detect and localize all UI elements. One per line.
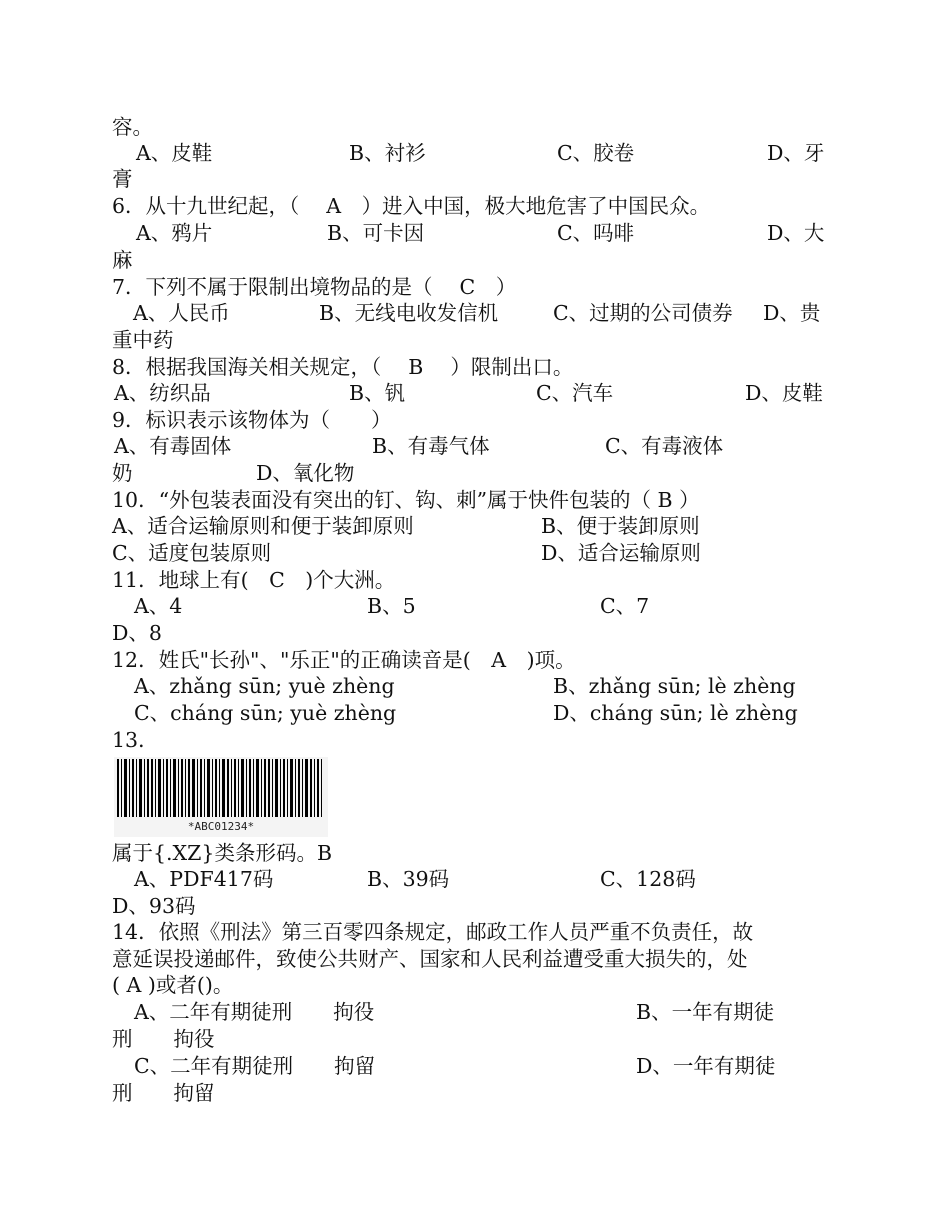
q6-option-a: A、鸦片 [136, 221, 213, 245]
q14-stem-line-3: ( A )或者()。 [112, 973, 234, 997]
q12-option-b: B、zhǎng sūn; lè zhèng [553, 674, 796, 698]
q7-stem: 7．下列不属于限制出境物品的是（ C ） [112, 275, 517, 299]
q12-stem: 12．姓氏"长孙"、"乐正"的正确读音是( A )项。 [112, 648, 576, 672]
q12-option-d: D、cháng sūn; lè zhèng [553, 701, 798, 725]
q10-option-b: B、便于装卸原则 [541, 514, 700, 538]
q11-stem: 11．地球上有( C )个大洲。 [112, 568, 396, 592]
q13-option-c: C、128码 [600, 867, 696, 891]
q6-option-d: D、大 [767, 221, 825, 245]
q5-option-b: B、衬衫 [349, 141, 426, 165]
q5-option-d: D、牙 [767, 141, 825, 165]
q8-option-d: D、皮鞋 [745, 381, 823, 405]
q6-option-d-continued: 麻 [112, 248, 133, 272]
q14-option-b: B、一年有期徒 [636, 1000, 775, 1024]
q9-stem: 9．标识表示该物体为（ ） [112, 408, 392, 432]
q14-stem-line-2: 意延误投递邮件，致使公共财产、国家和人民利益遭受重大损失的，处 [112, 947, 748, 971]
q8-stem: 8．根据我国海关相关规定，（ B ）限制出口。 [112, 355, 574, 379]
q13-stem-after: 属于{.XZ}类条形码。B [112, 841, 333, 865]
q9-option-a: A、有毒固体 [114, 434, 232, 458]
q13-option-b: B、39码 [367, 867, 450, 891]
q14-option-b-continued: 刑 拘役 [112, 1027, 215, 1051]
q10-option-a: A、适合运输原则和便于装卸原则 [112, 514, 414, 538]
q13-stem: 13． [112, 728, 159, 752]
q11-option-b: B、5 [367, 594, 416, 618]
q10-option-d: D、适合运输原则 [541, 541, 701, 565]
q11-option-c: C、7 [600, 594, 650, 618]
q9-option-c: C、有毒液体 [605, 434, 724, 458]
q14-option-c: C、二年有期徒刑 拘留 [134, 1054, 376, 1078]
q14-option-d: D、一年有期徒 [636, 1054, 776, 1078]
barcode-caption: *ABC01234* [187, 820, 255, 833]
q5-stem-tail: 容。 [112, 115, 153, 139]
q14-option-a: A、二年有期徒刑 拘役 [134, 1000, 375, 1024]
q8-option-c: C、汽车 [536, 381, 614, 405]
q9-option-d: D、氧化物 [256, 461, 355, 485]
q11-option-a: A、4 [134, 594, 183, 618]
q8-option-b: B、钒 [349, 381, 406, 405]
q9-option-c-continued: 奶 [112, 461, 133, 485]
q7-option-a: A、人民币 [133, 301, 230, 325]
q5-option-d-continued: 膏 [112, 167, 133, 191]
q12-option-a: A、zhǎng sūn; yuè zhèng [134, 674, 395, 698]
q13-option-d: D、93码 [112, 894, 196, 918]
q7-option-c: C、过期的公司债券 [553, 301, 733, 325]
q9-option-b: B、有毒气体 [372, 434, 490, 458]
q7-option-b: B、无线电收发信机 [319, 301, 499, 325]
q7-option-d: D、贵 [763, 301, 821, 325]
q10-stem: 10．“外包装表面没有突出的钉、钩、刺”属于快件包装的（ B ） [112, 488, 700, 512]
q6-option-c: C、吗啡 [557, 221, 635, 245]
q14-stem-line-1: 14．依照《刑法》第三百零四条规定，邮政工作人员严重不负责任，故 [112, 920, 754, 944]
q11-option-d: D、8 [112, 621, 162, 645]
barcode-image [114, 757, 328, 837]
q12-option-c: C、cháng sūn; yuè zhèng [134, 701, 397, 725]
q5-option-a: A、皮鞋 [136, 141, 213, 165]
q5-option-c: C、胶卷 [557, 141, 635, 165]
q6-option-b: B、可卡因 [327, 221, 425, 245]
q6-stem: 6．从十九世纪起，（ A ）进入中国，极大地危害了中国民众。 [112, 194, 711, 218]
q8-option-a: A、纺织品 [114, 381, 211, 405]
q7-option-d-continued: 重中药 [112, 328, 174, 352]
barcode-bars [114, 757, 328, 819]
q14-option-d-continued: 刑 拘留 [112, 1081, 215, 1105]
q10-option-c: C、适度包装原则 [112, 541, 272, 565]
q13-option-a: A、PDF417码 [134, 867, 274, 891]
